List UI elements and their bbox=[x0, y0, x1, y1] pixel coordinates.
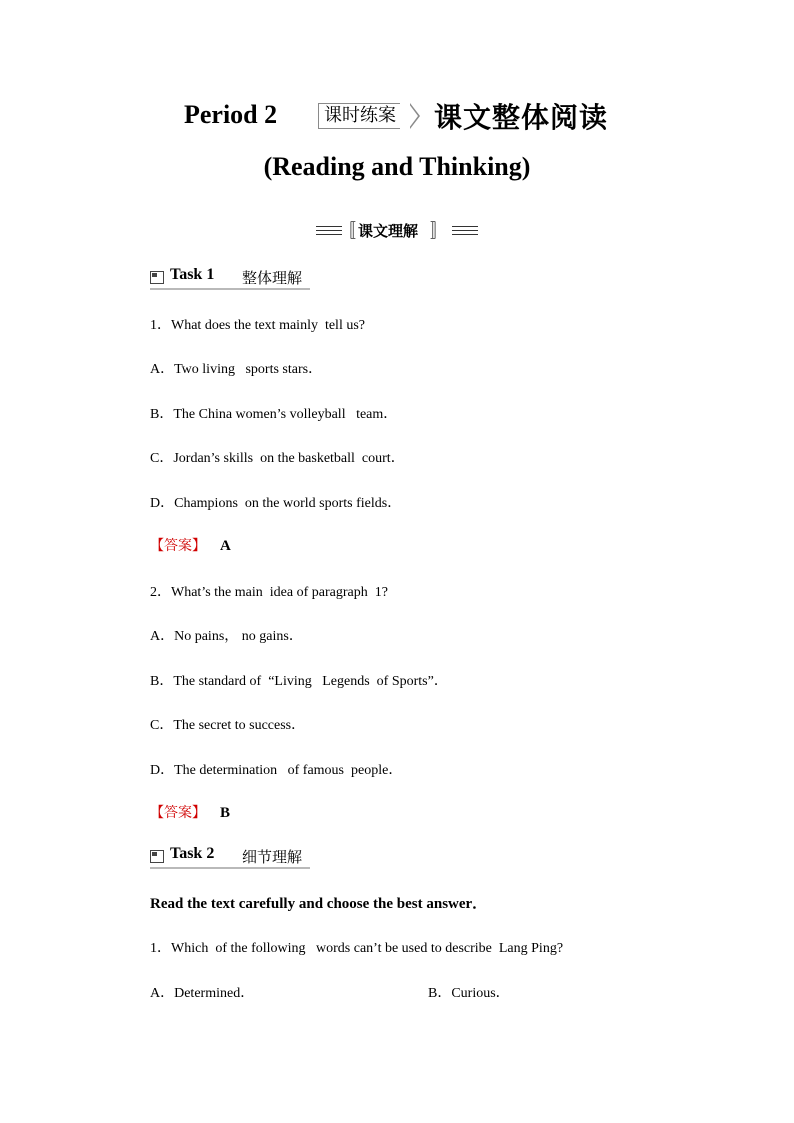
title-row bbox=[0, 96, 794, 140]
task1-cn-label: 整体理解 bbox=[242, 269, 303, 287]
option: C．The secret to success． bbox=[150, 718, 306, 733]
answer-value: A bbox=[220, 538, 231, 554]
option: D．The determination of famous people． bbox=[150, 763, 403, 778]
instruction: Read the text carefully and choose the best answer． bbox=[150, 896, 488, 912]
option: C．Jordan’s skills on the basketball court． bbox=[150, 451, 405, 466]
task1-header bbox=[150, 266, 310, 290]
answer-line bbox=[150, 535, 231, 555]
page-subtitle: (Reading and Thinking) bbox=[263, 152, 531, 181]
chinese-title: 课文整体阅读 bbox=[434, 101, 609, 134]
option: B．Curious． bbox=[428, 986, 510, 1001]
answer-line bbox=[150, 802, 230, 822]
answer-key: 【答案】 bbox=[150, 805, 206, 821]
page-icon bbox=[150, 271, 164, 284]
period-title: Period 2 bbox=[184, 100, 278, 129]
section-header bbox=[0, 220, 794, 244]
task1-label: Task 1 bbox=[170, 266, 215, 283]
section-title: 课文理解 bbox=[358, 222, 419, 240]
option: B．The standard of “Living Legends of Sports”． bbox=[150, 674, 448, 689]
page-icon bbox=[150, 850, 164, 863]
question: 1．What does the text mainly tell us? bbox=[150, 318, 366, 333]
question: 2．What’s the main idea of paragraph 1? bbox=[150, 585, 388, 600]
task2-header bbox=[150, 845, 310, 869]
option: D．Champions on the world sports fields． bbox=[150, 496, 402, 511]
divider-lines-right bbox=[452, 226, 478, 238]
answer-key: 【答案】 bbox=[150, 538, 206, 554]
bracket-left: 〚 bbox=[338, 221, 356, 241]
option: A．No pains， no gains． bbox=[150, 629, 303, 644]
option: A．Determined． bbox=[150, 986, 255, 1001]
question: 1．Which of the following words can’t be used to describe Lang Ping? bbox=[150, 941, 564, 956]
lesson-badge: 课时练案 bbox=[318, 103, 400, 129]
bracket-right: 〛 bbox=[430, 221, 448, 241]
task2-cn-label: 细节理解 bbox=[242, 848, 303, 866]
badge-arrow-inner bbox=[409, 104, 418, 128]
answer-value: B bbox=[220, 805, 231, 821]
task2-label: Task 2 bbox=[170, 845, 215, 862]
option: B．The China women’s volleyball team． bbox=[150, 407, 398, 422]
option: A．Two living sports stars． bbox=[150, 362, 323, 377]
